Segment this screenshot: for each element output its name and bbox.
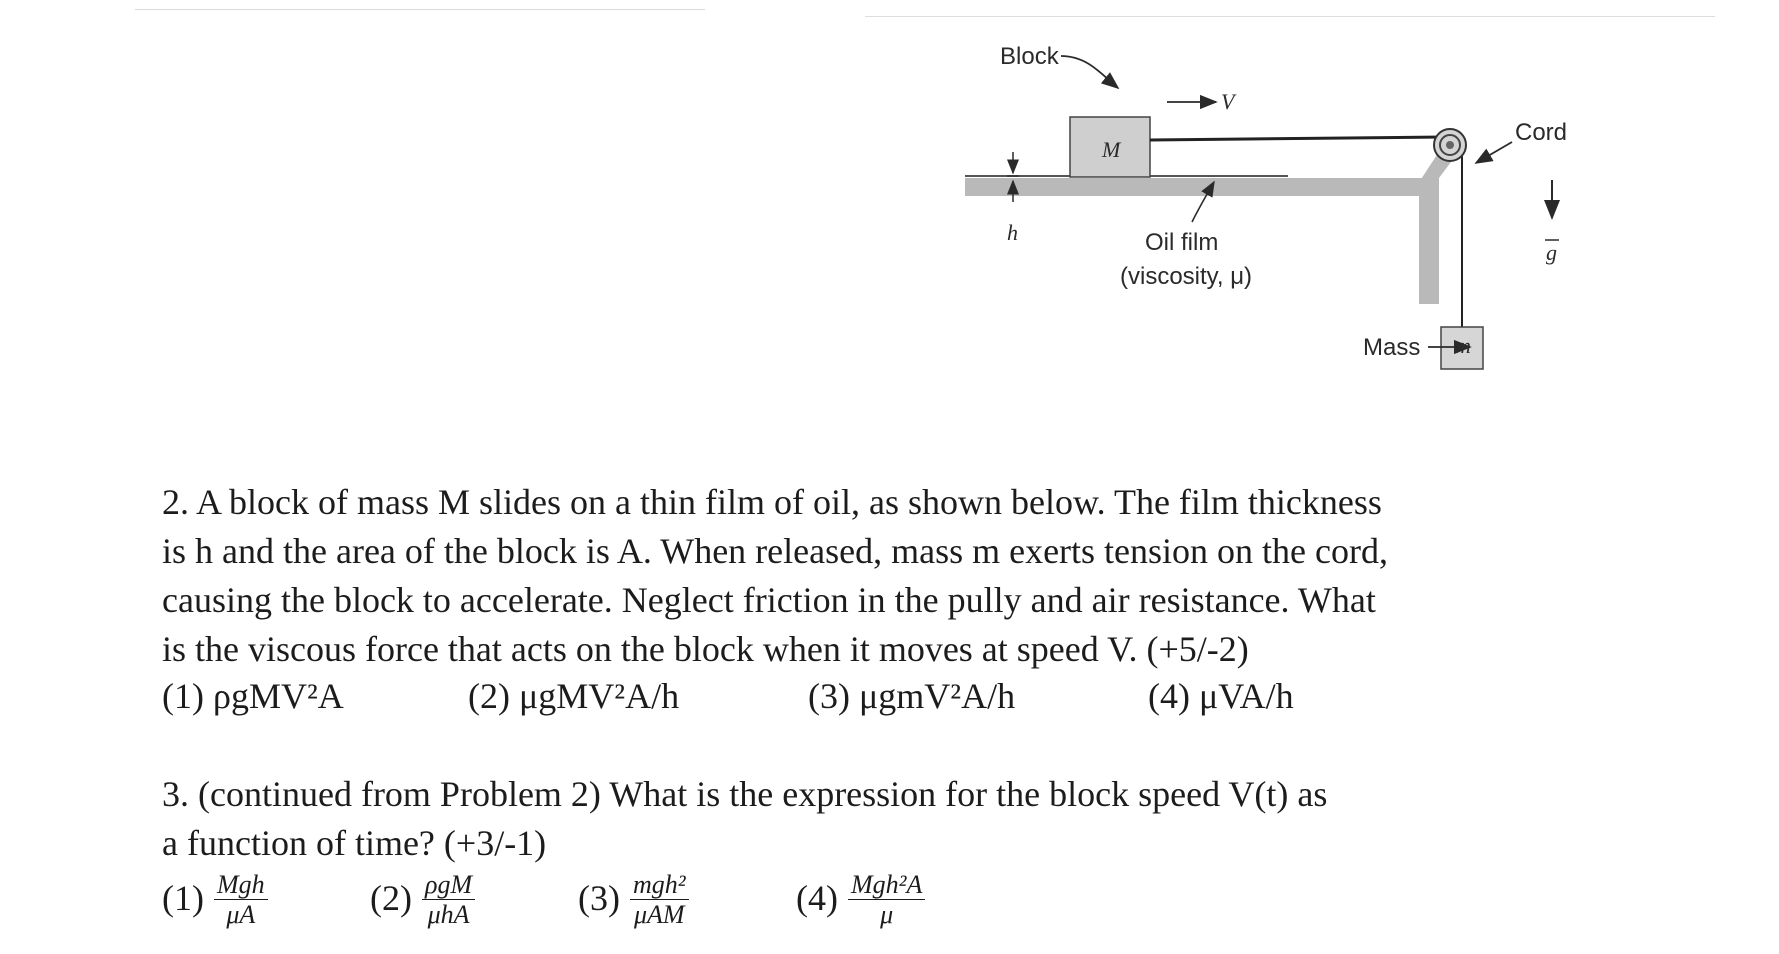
- cord-label: Cord: [1515, 119, 1568, 146]
- problem-2-line: is h and the area of the block is A. When released, mass m exerts tension on the cord,: [162, 531, 1388, 571]
- pulley-hub: [1446, 141, 1454, 149]
- problem-2-line: is the viscous force that acts on the block when it moves at speed V. (+5/-2): [162, 629, 1249, 669]
- problem-2-statement: [162, 478, 1642, 674]
- fraction-numerator: Mgh²A: [848, 870, 925, 900]
- oil-film-viscosity-label: (viscosity, μ): [1120, 263, 1253, 290]
- problem-3-choice-3: [578, 872, 796, 931]
- table-surface: [965, 178, 1439, 196]
- thickness-label: h: [1007, 220, 1018, 245]
- fraction-numerator: ρgM: [422, 870, 475, 900]
- fraction-denominator: μhA: [427, 900, 470, 929]
- problem-3-choice-4: [796, 872, 925, 931]
- choice-number: (2): [370, 877, 412, 918]
- block-pulley-diagram: [930, 30, 1630, 390]
- choice-number: (3): [578, 877, 620, 918]
- problem-2-line: causing the block to accelerate. Neglect friction in the pully and air resistance. What: [162, 580, 1376, 620]
- problem-3-choice-1: [162, 872, 370, 931]
- block-pointer-arrow: [1061, 56, 1118, 88]
- hanging-mass-label: m: [1455, 333, 1471, 358]
- fraction-numerator: Mgh: [214, 870, 268, 900]
- problem-2-choice-2: (2) μgMV²A/h: [468, 676, 680, 716]
- problem-2-choice-1: (1) ρgMV²A: [162, 676, 344, 716]
- problem-2-choice-4: (4) μVA/h: [1148, 676, 1294, 716]
- problem-3-choice-2: [370, 872, 578, 931]
- table-leg: [1419, 178, 1439, 304]
- problem-2-line: 2. A block of mass M slides on a thin film of oil, as shown below. The film thickness: [162, 482, 1382, 522]
- problem-3-line: a function of time? (+3/-1): [162, 823, 547, 863]
- oil-film-label: Oil film: [1145, 229, 1219, 256]
- block-label: Block: [1000, 43, 1059, 70]
- choice-fraction: [630, 870, 689, 929]
- fraction-denominator: μA: [226, 900, 256, 929]
- velocity-label: V: [1221, 89, 1235, 114]
- choice-number: (4): [796, 877, 838, 918]
- cord-pointer-arrow: [1476, 142, 1512, 163]
- cord-horizontal: [1150, 137, 1444, 140]
- problem-3-line: 3. (continued from Problem 2) What is the expression for the block speed V(t) as: [162, 774, 1328, 814]
- scan-rule-left: [135, 9, 705, 10]
- choice-fraction: [848, 870, 925, 929]
- problem-2-choice-3: (3) μgmV²A/h: [808, 676, 1016, 716]
- problem-3-choices: [162, 872, 925, 931]
- choice-fraction: [214, 870, 268, 929]
- scan-rule-right: [865, 16, 1715, 17]
- problem-3-statement: [162, 770, 1642, 868]
- fraction-denominator: μAM: [633, 900, 685, 929]
- block-mass-label: M: [1102, 137, 1121, 162]
- mass-label: Mass: [1363, 334, 1421, 361]
- choice-fraction: [422, 870, 475, 929]
- fraction-numerator: mgh²: [630, 870, 689, 900]
- gravity-label: g: [1546, 240, 1557, 265]
- choice-number: (1): [162, 877, 204, 918]
- fraction-denominator: μ: [880, 900, 894, 929]
- problem-2-choices: [162, 672, 1294, 721]
